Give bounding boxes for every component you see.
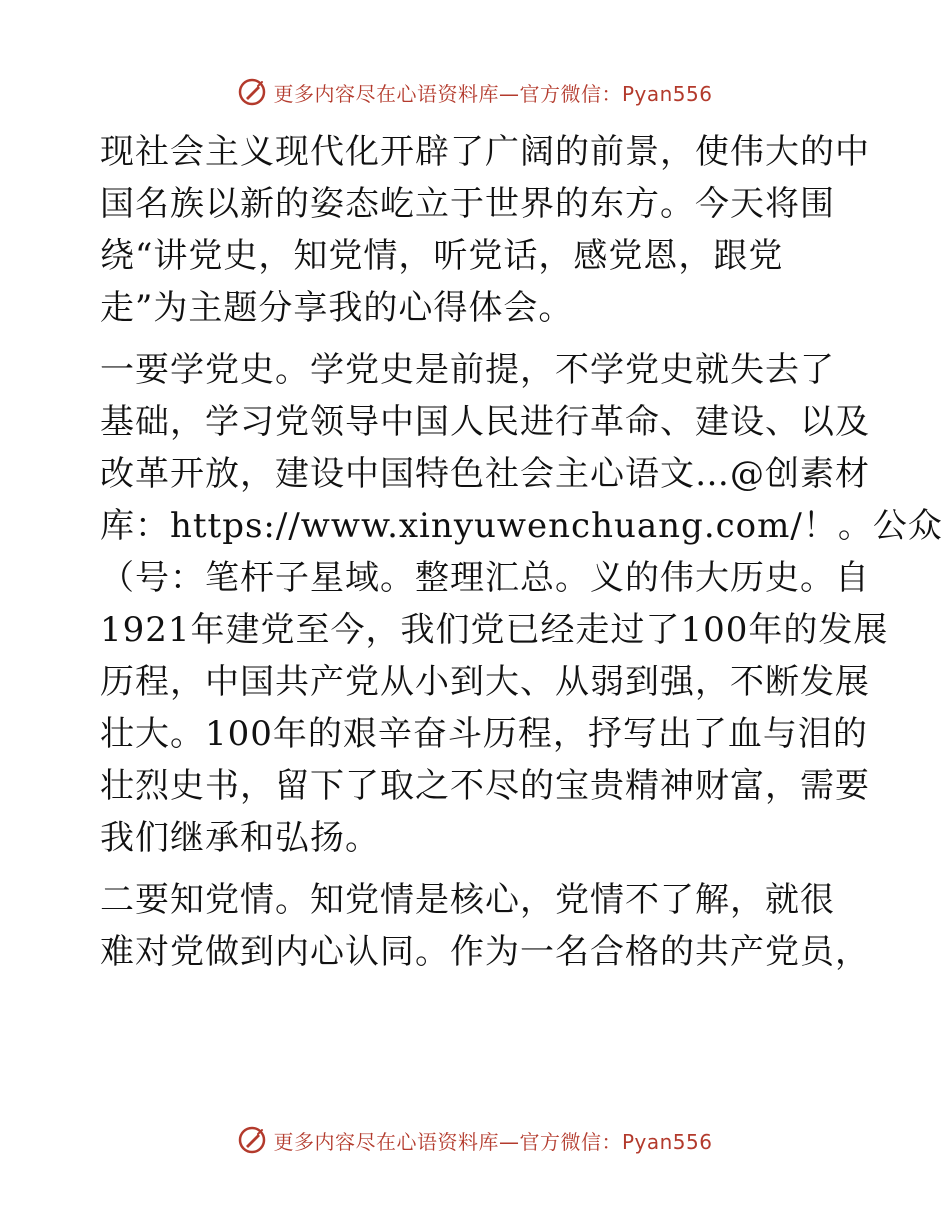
quill-logo-icon [237, 1125, 267, 1155]
text-line: 二要知党情。知党情是核心，党情不了解，就很 [100, 880, 835, 920]
paragraph-learn-history [100, 344, 943, 864]
watermark-text: 更多内容尽在心语资料库—官方微信：Pyan556 [273, 81, 713, 106]
watermark-text: 更多内容尽在心语资料库—官方微信：Pyan556 [273, 1129, 713, 1154]
text-line: 一要学党史。学党史是前提，不学党史就失去了 [100, 350, 835, 390]
text-line: 难对党做到内心认同。作为一名合格的共产党员， [100, 932, 870, 972]
text-line: 改革开放，建设中国特色社会主心语文…@创素材 [100, 454, 870, 494]
footer-watermark [0, 1120, 950, 1160]
text-line: 库：https://www.xinyuwenchuang.com/！。公众 [100, 506, 943, 546]
text-line: 走”为主题分享我的心得体会。 [100, 288, 574, 328]
text-line: 壮烈史书，留下了取之不尽的宝贵精神财富，需要 [100, 766, 870, 806]
document-body [100, 126, 943, 978]
text-line: 基础，学习党领导中国人民进行革命、建设、以及 [100, 402, 870, 442]
text-line: （号：笔杆子星域。整理汇总。义的伟大历史。自 [100, 558, 870, 598]
paragraph-know-party [100, 874, 870, 978]
quill-logo-icon [237, 77, 267, 107]
text-line: 1921年建党至今，我们党已经走过了100年的发展 [100, 610, 889, 650]
text-line: 壮大。100年的艰辛奋斗历程，抒写出了血与泪的 [100, 714, 868, 754]
header-watermark [0, 72, 950, 112]
text-line: 历程，中国共产党从小到大、从弱到强，不断发展 [100, 662, 870, 702]
text-line: 绕“讲党史，知党情，听党话，感党恩，跟党 [100, 236, 784, 276]
text-line: 现社会主义现代化开辟了广阔的前景，使伟大的中 [100, 132, 870, 172]
text-line: 国名族以新的姿态屹立于世界的东方。今天将围 [100, 184, 835, 224]
paragraph-intro [100, 126, 870, 334]
text-line: 我们继承和弘扬。 [100, 818, 380, 858]
